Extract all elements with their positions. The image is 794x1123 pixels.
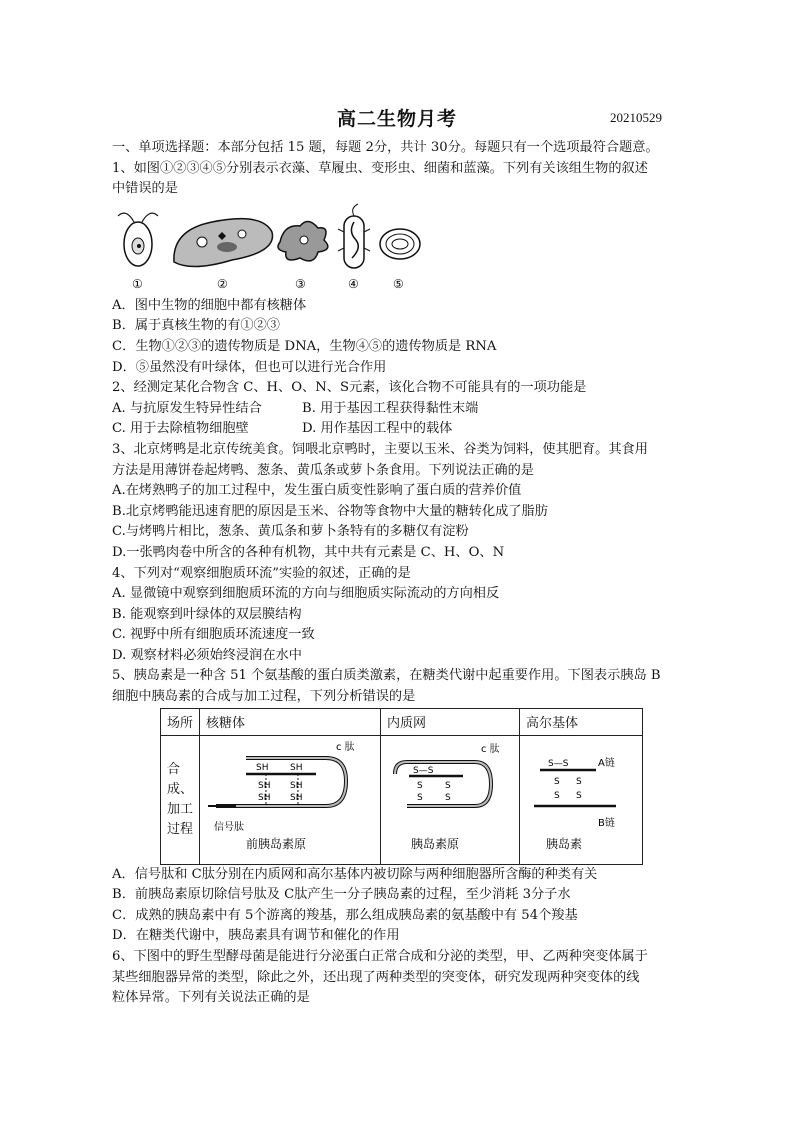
q2-option-b: B. 用于基因工程获得黏性末端	[302, 400, 479, 416]
organism-illustrations	[112, 202, 452, 292]
q1-option-d: D．⑤虽然没有叶绿体，但也可以进行光合作用	[112, 359, 387, 375]
a-chain-label: A链	[598, 757, 615, 769]
q3-option-a: A.在烤熟鸭子的加工过程中，发生蛋白质变性影响了蛋白质的营养价值	[112, 483, 522, 499]
q2-options-row-2	[112, 419, 692, 440]
s-label-er-1: S	[417, 780, 423, 791]
q1-organism-figure	[112, 202, 692, 292]
sh-label-4: SH	[290, 780, 303, 791]
c-peptide-label-er: c 肽	[481, 743, 500, 755]
q4-option-d: D. 观察材料必须始终浸润在水中	[112, 647, 302, 663]
q2-option-a: A. 与抗原发生特异性结合	[112, 400, 262, 416]
ribosome-cell	[200, 735, 381, 864]
er-cell	[381, 735, 520, 864]
q4-option-b: B. 能观察到叶绿体的双层膜结构	[112, 606, 302, 622]
s-label-golgi-4: S	[576, 790, 582, 801]
header-place: 场所	[161, 708, 200, 735]
header-ribosome: 核糖体	[200, 708, 381, 735]
c-peptide-label: c 肽	[336, 741, 355, 753]
cyanobacterium-drawing	[380, 229, 420, 259]
insulin-label: 胰岛素	[546, 836, 583, 851]
s-label-golgi-2: S	[576, 776, 582, 787]
s-label-golgi-1: S	[554, 776, 560, 787]
q1-option-a: A．图中生物的细胞中都有核糖体	[112, 297, 307, 313]
q1-stem-2: 中错误的是	[112, 181, 178, 197]
section-heading: 一、单项选择题：本部分包括 15 题，每题 2分，共计 30分。每题只有一个选项最符合题意。	[112, 140, 659, 155]
table-body-row	[161, 735, 643, 864]
preproinsulin-label: 前胰岛素原	[246, 836, 307, 851]
q6-stem-2: 某些细胞器异常的类型，除此之外，还出现了两种类型的突变体，研究发现两种突变体的线	[112, 969, 640, 985]
sh-label-1: SH	[256, 762, 269, 773]
header-golgi: 高尔基体	[520, 708, 643, 735]
paramecium-drawing	[174, 218, 273, 266]
figure-label-5: ⑤	[393, 276, 404, 291]
preproinsulin-diagram	[206, 736, 374, 860]
s-label-er-2: S	[445, 780, 451, 791]
s-label-er-4: S	[445, 792, 451, 803]
q6-stem-1: 6、下图中的野生型酵母菌是能进行分泌蛋白正常合成和分泌的类型，甲、乙两种突变体属于	[112, 949, 648, 965]
golgi-cell	[520, 735, 643, 864]
q2-option-d: D. 用作基因工程中的载体	[302, 421, 453, 437]
q5-option-d: D．在糖类代谢中，胰岛素具有调节和催化的作用	[112, 928, 400, 944]
chlamydomonas-drawing	[118, 213, 158, 266]
q3-option-c: C.与烤鸭片相比，葱条、黄瓜条和萝卜条特有的多糖仅有淀粉	[112, 524, 469, 540]
q3-option-b: B.北京烤鸭能迅速育肥的原因是玉米、谷物等食物中大量的糖转化成了脂肪	[112, 503, 548, 519]
b-chain-label: B链	[598, 817, 615, 829]
q2-option-c: C. 用于去除植物细胞壁	[112, 421, 249, 437]
q5-option-b: B．前胰岛素原切除信号肽及 C肽产生一分子胰岛素的过程，至少消耗 3分子水	[112, 887, 571, 903]
sh-label-6: SH	[290, 792, 303, 803]
table-header-row	[161, 708, 643, 735]
q2-options-row-1	[112, 399, 692, 420]
figure-label-1: ①	[132, 276, 143, 291]
q6-stem-3: 粒体异常。下列有关说法正确的是	[112, 990, 310, 1006]
exam-date: 20210529	[610, 110, 662, 125]
proinsulin-label: 胰岛素原	[411, 836, 460, 851]
proinsulin-diagram	[387, 736, 513, 860]
signal-peptide-label: 信号肽	[214, 821, 244, 833]
exam-content	[112, 138, 692, 1009]
sh-label-5: SH	[258, 792, 271, 803]
sh-label-3: SH	[258, 780, 271, 791]
q4-stem: 4、下列对“观察细胞质环流”实验的叙述，正确的是	[112, 565, 411, 581]
q3-stem-2: 方法是用薄饼卷起烤鸭、葱条、黄瓜条或萝卜条食用。下列说法正确的是	[112, 462, 534, 478]
figure-label-3: ③	[295, 276, 306, 291]
ss-label-golgi: S—S	[548, 758, 569, 769]
figure-label-4: ④	[348, 276, 359, 291]
figure-label-2: ②	[217, 276, 228, 291]
insulin-processing-table	[160, 708, 643, 865]
q5-stem-2: 细胞中胰岛素的合成与加工过程，下列分析错误的是	[112, 689, 416, 705]
q5-option-c: C．成熟的胰岛素中有 5个游离的羧基，那么组成胰岛素的氨基酸中有 54个羧基	[112, 907, 578, 923]
q1-stem-1: 1、如图①②③④⑤分别表示衣藻、草履虫、变形虫、细菌和蓝藻。下列有关该组生物的叙述	[112, 160, 648, 176]
q5-stem-1: 5、胰岛素是一种含 51 个氨基酸的蛋白质类激素，在糖类代谢中起重要作用。下图表示胰岛 B	[112, 668, 661, 684]
row-label: 合成、加工过程	[161, 735, 200, 864]
q2-stem: 2、经测定某化合物含 C、H、O、N、S元素，该化合物不可能具有的一项功能是	[112, 380, 587, 396]
header-er: 内质网	[381, 708, 520, 735]
q3-stem-1: 3、北京烤鸭是北京传统美食。饲喂北京鸭时，主要以玉米、谷类为饲料，使其肥育。其食用	[112, 441, 648, 457]
q4-option-c: C. 视野中所有细胞质环流速度一致	[112, 627, 315, 643]
q5-option-a: A．信号肽和 C肽分别在内质网和高尔基体内被切除与两种细胞器所含酶的种类有关	[112, 866, 598, 882]
insulin-diagram	[526, 736, 636, 860]
s-label-golgi-3: S	[554, 790, 560, 801]
q3-option-d: D.一张鸭肉卷中所含的各种有机物，其中共有元素是 C、H、O、N	[112, 544, 505, 560]
q1-option-b: B．属于真核生物的有①②③	[112, 318, 280, 334]
q1-option-c: C．生物①②③的遗传物质是 DNA，生物④⑤的遗传物质是 RNA	[112, 338, 497, 354]
bacterium-drawing	[338, 204, 370, 268]
sh-label-2: SH	[290, 762, 303, 773]
q4-option-a: A. 显微镜中观察到细胞质环流的方向与细胞质实际流动的方向相反	[112, 586, 500, 602]
ss-label-er: S—S	[413, 765, 434, 776]
s-label-er-3: S	[417, 792, 423, 803]
amoeba-drawing	[278, 221, 328, 260]
page-title: 高二生物月考	[336, 108, 457, 130]
